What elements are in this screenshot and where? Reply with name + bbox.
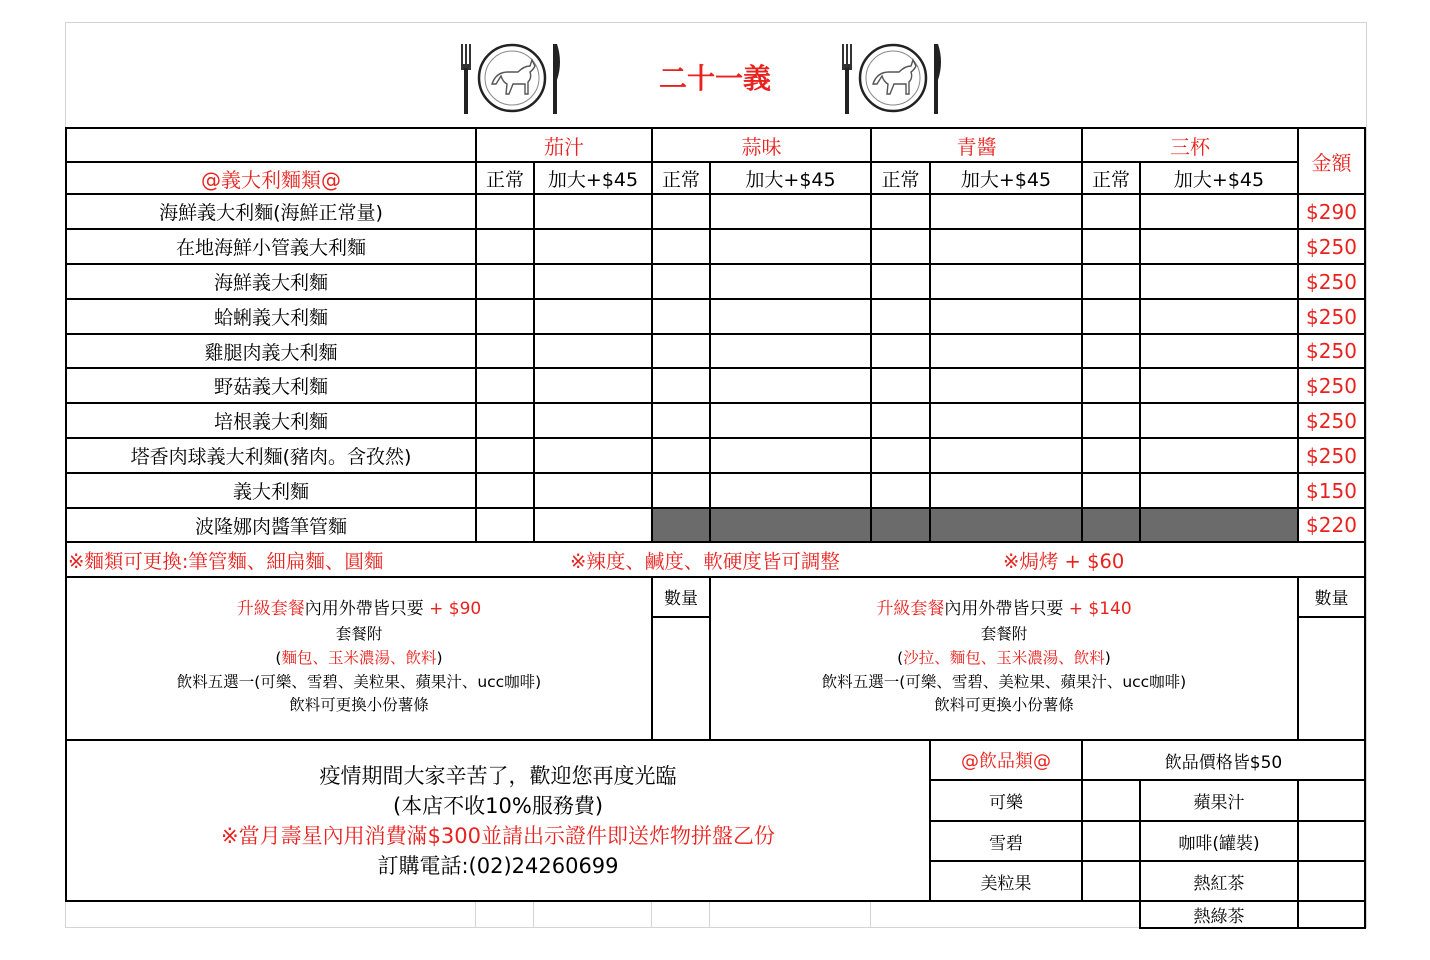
combo2-qty-label: 數量 (1314, 588, 1349, 609)
flavor-header: 蒜味 (741, 134, 782, 159)
menu-item-price: $250 (1306, 339, 1357, 363)
adjust-note: ※辣度、鹹度、軟硬度皆可調整 (570, 549, 840, 573)
menu-item-name: 培根義大利麵 (213, 411, 328, 433)
menu-item-price: $250 (1306, 373, 1357, 398)
fork-icon (842, 44, 852, 114)
large-size-label: 加大+$45 (960, 168, 1052, 191)
drink-item: 美粒果 (980, 873, 1032, 894)
drink-item: 熱紅茶 (1193, 873, 1245, 894)
large-size-label: 加大+$45 (1173, 168, 1265, 191)
menu-item-price: $250 (1306, 443, 1357, 468)
menu-item-price: $250 (1306, 234, 1357, 259)
normal-size-label: 正常 (485, 168, 524, 191)
menu-item-price: $220 (1306, 513, 1357, 537)
sheet-border-top (65, 22, 1367, 23)
flavor-header: 青醬 (956, 134, 997, 159)
menu-item-price: $250 (1306, 304, 1357, 329)
menu-item-name: 塔香肉球義大利麵(豬肉。含孜然) (130, 446, 412, 468)
menu-item-name: 海鮮義大利麵 (213, 272, 328, 294)
menu-item-price: $290 (1306, 199, 1357, 224)
menu-item-name: 波隆娜肉醬筆管麵 (194, 515, 347, 538)
menu-item-name: 雞腿肉義大利麵 (204, 341, 338, 364)
large-size-label: 加大+$45 (745, 168, 836, 191)
combo1-text: 升級套餐內用外帶皆只要 + $90 套餐附 (麵包、玉米濃湯、飲料) 飲料五選一(可樂、雪碧、美粒果、蘋果汁、ucc咖啡) 飲料可更換小份薯條 (176, 599, 542, 714)
drinks-price-note: 飲品價格皆$50 (1164, 752, 1283, 773)
menu-item-price: $250 (1306, 269, 1357, 294)
order-phone: 訂購電話:(02)24260699 (377, 854, 619, 878)
menu-item-price: $150 (1306, 478, 1357, 503)
knife-icon (553, 44, 560, 114)
info-line-greeting: 疫情期間大家辛苦了，歡迎您再度光臨 (319, 764, 677, 788)
menu-item-name: 蛤蜊義大利麵 (213, 307, 328, 329)
normal-size-label: 正常 (661, 168, 700, 191)
info-line-service: (本店不收10%服務費) (392, 794, 604, 818)
knife-icon (934, 44, 941, 114)
drink-item: 熱綠茶 (1193, 907, 1245, 927)
bake-note: ※焗烤 + $60 (1003, 549, 1125, 573)
menu-item-name: 在地海鮮小管義大利麵 (175, 237, 366, 259)
noodle-swap-note: ※麵類可更換:筆管麵、細扁麵、圓麵 (68, 549, 384, 573)
plate-bull-icon (457, 40, 567, 120)
combo2-text: 升級套餐內用外帶皆只要 + $140 套餐附 (沙拉、麵包、玉米濃湯、飲料) 飲料五選一(可樂、雪碧、美粒果、蘋果汁、ucc咖啡) 飲料可更換小份薯條 (821, 599, 1187, 714)
drinks-category-label: @飲品類@ (961, 751, 1051, 772)
drink-item: 蘋果汁 (1193, 793, 1245, 813)
large-size-label: 加大+$45 (547, 168, 639, 191)
plate-bull-icon (838, 40, 948, 120)
menu-item-name: 野菇義大利麵 (213, 376, 328, 398)
normal-size-label: 正常 (1091, 168, 1130, 191)
combo1-qty-label: 數量 (664, 588, 698, 609)
flavor-header: 三杯 (1170, 134, 1210, 159)
unavailable-cells (652, 507, 1297, 541)
normal-size-label: 正常 (881, 168, 920, 191)
menu-item-name: 海鮮義大利麵(海鮮正常量) (159, 202, 383, 224)
info-line-birthday: ※當月壽星內用消費滿$300並請出示證件即送炸物拼盤乙份 (220, 824, 776, 848)
drink-item: 咖啡(罐裝) (1178, 833, 1260, 854)
page-title: 二十一義 (658, 62, 771, 95)
menu-item-price: $250 (1306, 408, 1357, 433)
flavor-header: 茄汁 (544, 134, 584, 159)
amount-header: 金額 (1311, 150, 1352, 175)
sheet-border-right (1366, 22, 1367, 928)
menu-item-name: 義大利麵 (232, 481, 309, 503)
drink-item: 可樂 (989, 793, 1023, 813)
fork-icon (461, 44, 471, 114)
drink-item: 雪碧 (989, 833, 1023, 854)
category-label: @義大利麵類@ (201, 167, 341, 192)
